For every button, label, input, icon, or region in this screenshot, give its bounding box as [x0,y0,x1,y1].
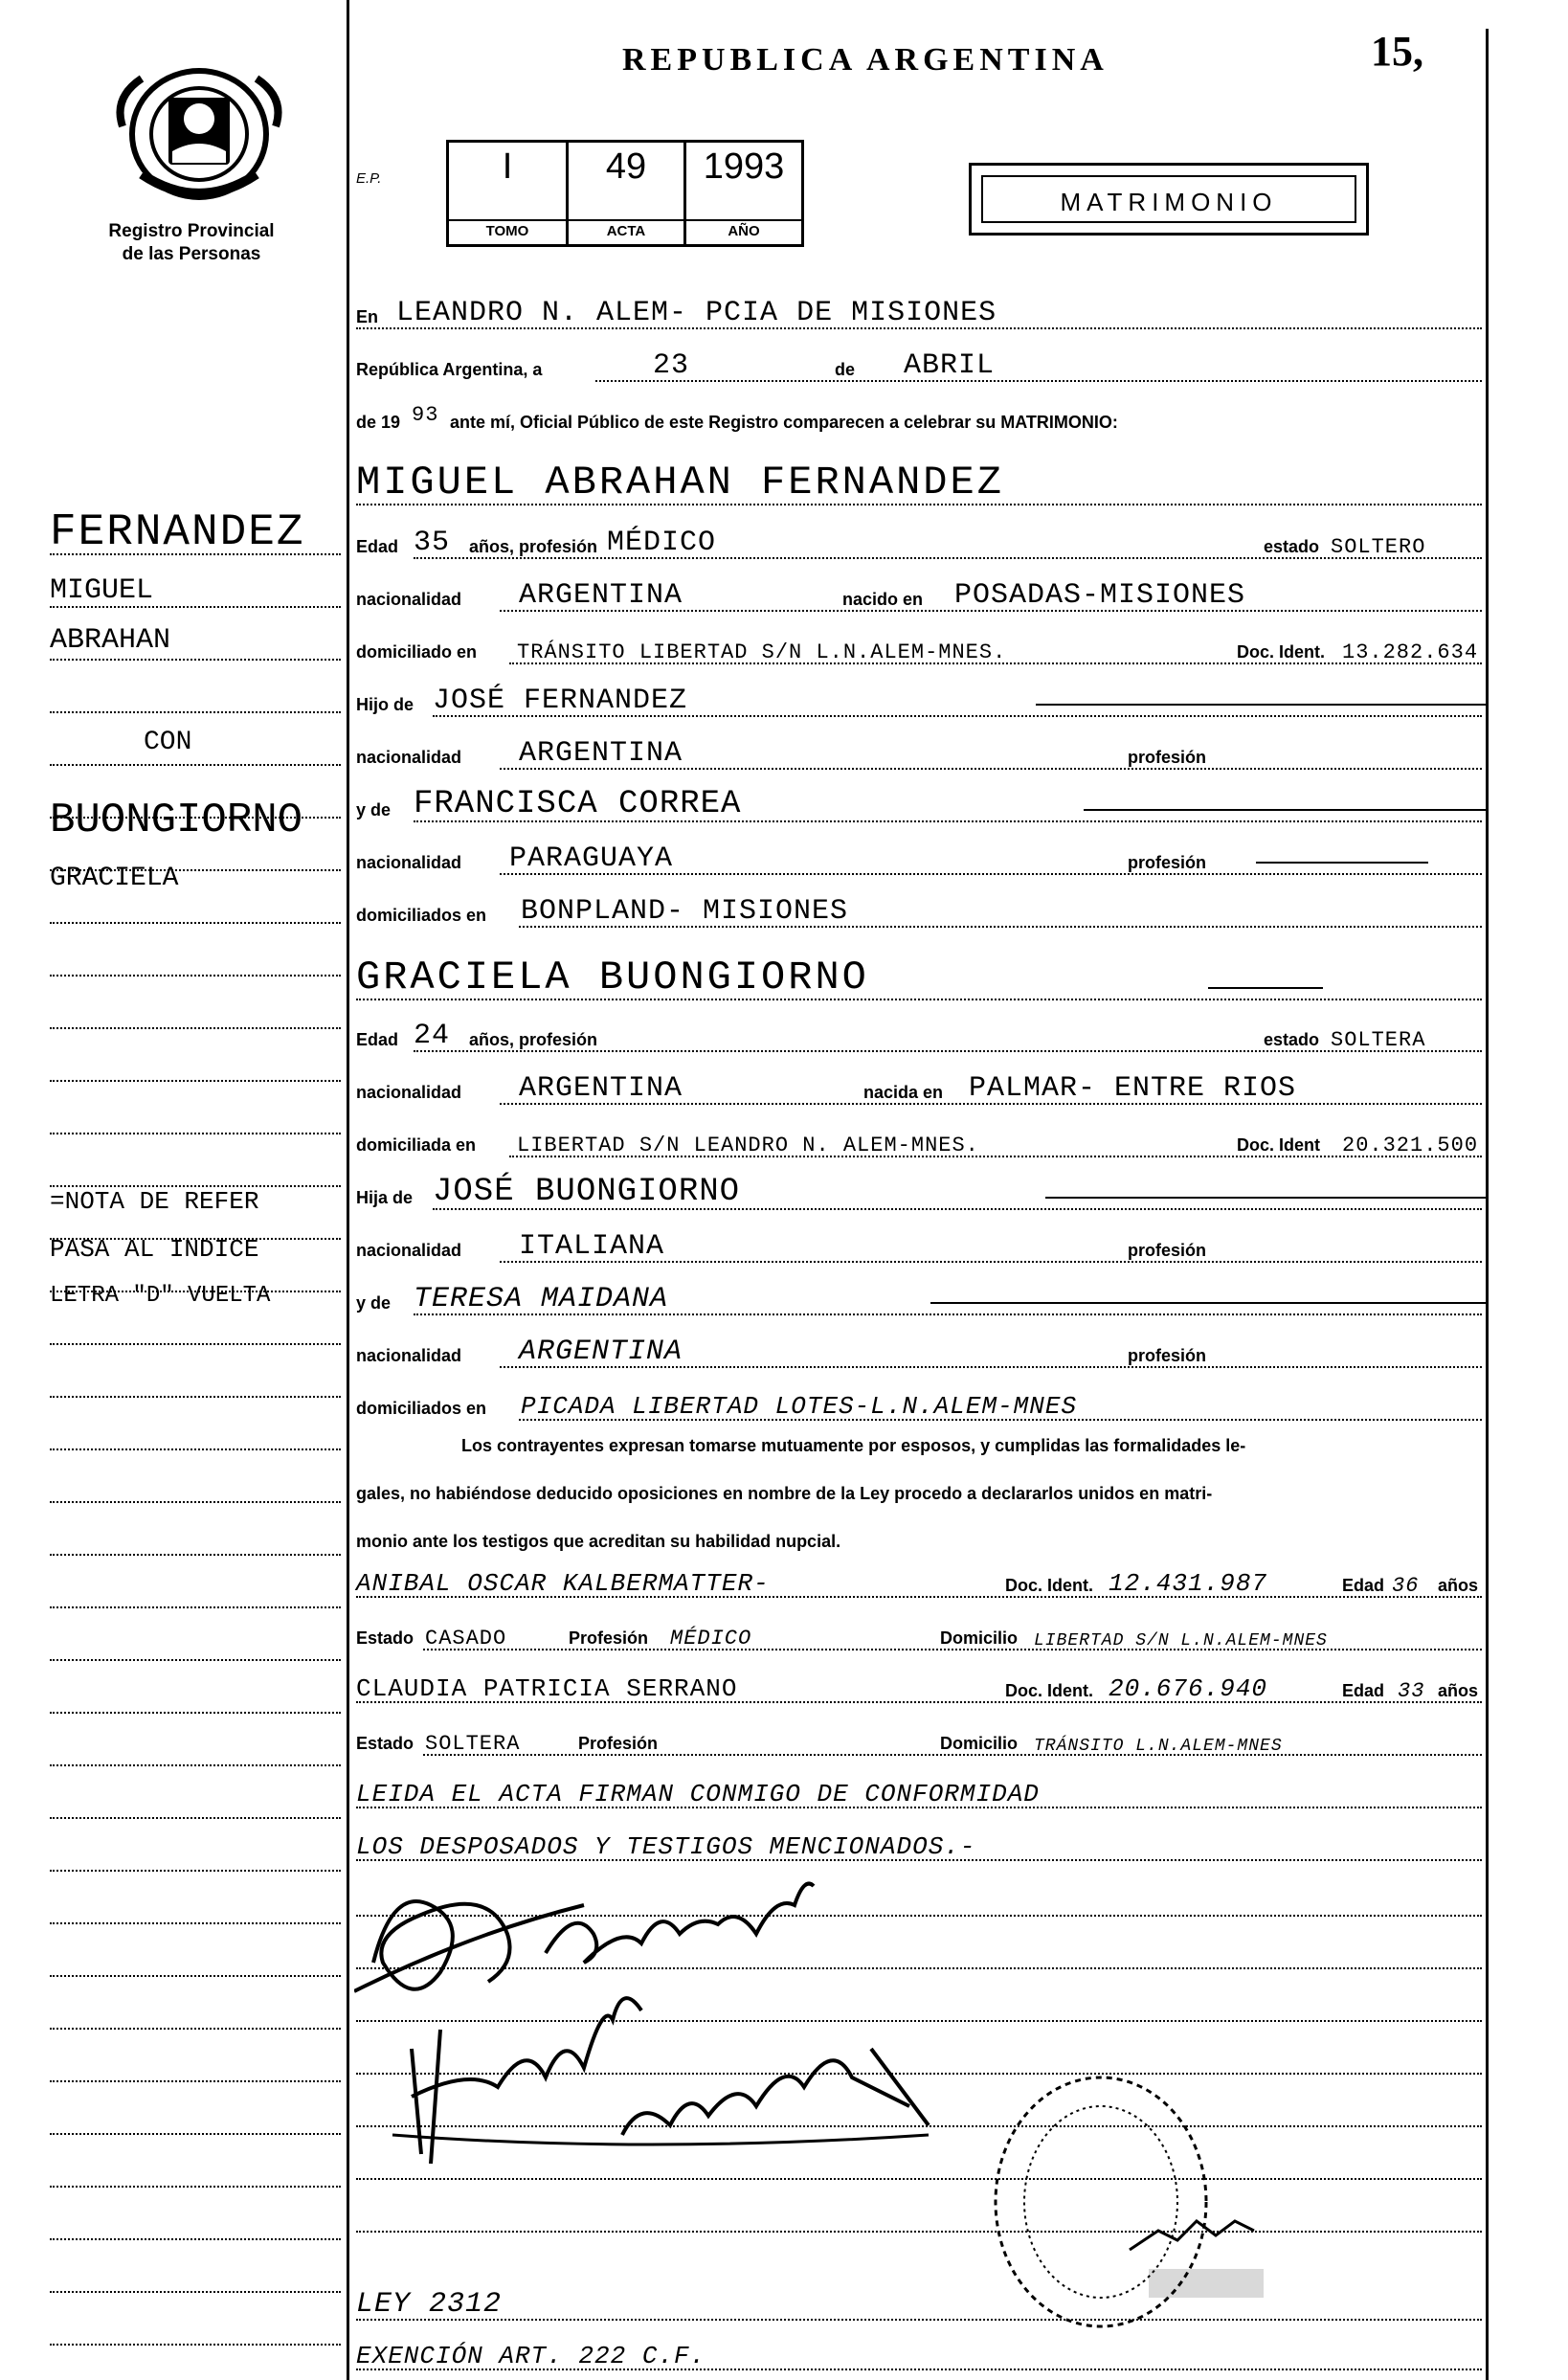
row-groom-father [356,675,1482,723]
bride-father-nationality: ITALIANA [519,1230,665,1263]
row-place [356,287,1482,335]
margin-rule-line [50,659,341,661]
left-margin-rule [347,0,349,2380]
label-yde: y de [356,800,392,820]
label-year: de 19 [356,413,401,432]
margin-rule-line [50,1133,341,1134]
month-value: ABRIL [904,349,996,382]
label-republica: República Argentina, a [356,360,543,379]
margin-rule-line [50,1764,341,1766]
row-exemption [356,2328,1482,2376]
label-domiciliados: domiciliados en [356,906,487,925]
registry-name [38,220,345,266]
row-year [356,393,1482,440]
row-bride-nationality [356,1063,1482,1111]
row-bride-name [356,943,1482,1006]
label-domiciliados-bride: domiciliados en [356,1399,487,1418]
label-en: En [356,307,379,326]
witness2-name: CLAUDIA PATRICIA SERRANO [356,1674,738,1703]
witness1-doc: 12.431.987 [1109,1569,1268,1598]
groom-nationality: ARGENTINA [519,579,683,612]
closing-line2: LOS DESPOSADOS Y TESTIGOS MENCIONADOS.- [356,1832,976,1861]
margin-rule-line [50,1501,341,1503]
groom-status: SOLTERO [1331,535,1426,559]
row-groom-mother-nat [356,833,1482,881]
anio-label: AÑO [686,219,801,244]
year-value: 93 [412,403,439,427]
margin-surname2: BUONGIORNO [50,797,303,844]
margin-rule-line [50,2238,341,2240]
witness2-status: SOLTERA [425,1732,521,1756]
acta-label: ACTA [569,219,683,244]
margin-rule-line [50,2028,341,2030]
margin-rule-line [50,922,341,924]
row-groom-father-nat [356,728,1482,775]
registry-line2: de las Personas [122,244,261,264]
bride-nationality: ARGENTINA [519,1072,683,1105]
margin-rule-line [50,764,341,766]
day-value: 23 [653,349,690,382]
bride-doc: 20.321.500 [1342,1134,1479,1157]
label-nacionalidad: nacionalidad [356,590,462,609]
groom-mother-nationality: PARAGUAYA [509,842,674,875]
margin-note2: PASA AL INDICE [50,1235,259,1264]
row-witness1-details [356,1608,1482,1656]
bride-mother: TERESA MAIDANA [414,1283,669,1315]
label-prof-mother: profesión [1128,853,1207,872]
label-prof-mother-bride: profesión [1128,1346,1207,1365]
label-anos-profesion: años, profesión [469,537,598,556]
closing-line1: LEIDA EL ACTA FIRMAN CONMIGO DE CONFORMIDAD [356,1780,1040,1808]
bride-father: JOSÉ BUONGIORNO [433,1174,741,1210]
row-bride-age [356,1010,1482,1058]
label-anos-profesion-bride: años, profesión [469,1030,598,1049]
row-groom-mother [356,780,1482,828]
declaration-line3: monio ante los testigos que acreditan su habilidad nupcial. [356,1532,841,1551]
margin-rule-line [50,2291,341,2293]
bride-status: SOLTERA [1331,1028,1426,1052]
tomo-box [446,140,569,247]
row-groom-parents-address [356,886,1482,933]
row-closing1 [356,1766,1482,1814]
row-witness1-name [356,1556,1482,1604]
groom-mother: FRANCISCA CORREA [414,786,742,822]
bride-parents-address: PICADA LIBERTAD LOTES-L.N.ALEM-MNES [521,1392,1078,1421]
label-anos-w1: años [1438,1576,1479,1595]
bride-birthplace: PALMAR- ENTRE RIOS [969,1072,1297,1105]
declaration-line2: gales, no habiéndose deducido oposiciones en nombre de la Ley procedo a declararlos unidos en matri- [356,1484,1213,1503]
margin-rule-line [50,1554,341,1556]
margin-rule-line [50,2186,341,2188]
page-number: 15, [1371,28,1423,75]
label-estado-w1: Estado [356,1628,414,1648]
margin-rule-line [50,1922,341,1924]
row-bride-parents-address [356,1379,1482,1426]
row-bride-mother [356,1273,1482,1321]
groom-birthplace: POSADAS-MISIONES [954,579,1246,612]
acta-value: 49 [605,146,647,187]
witness2-address: TRÁNSITO L.N.ALEM-MNES [1034,1737,1283,1756]
witness2-age: 33 [1398,1679,1425,1703]
label-yde-bride: y de [356,1293,392,1313]
label-nac-mother: nacionalidad [356,853,462,872]
row-groom-name [356,450,1482,511]
label-prof-w2: Profesión [578,1734,659,1753]
label-estado-bride: estado [1264,1030,1320,1049]
margin-rule-line [50,1817,341,1819]
label-edad: Edad [356,537,399,556]
row-groom-nationality [356,570,1482,617]
witness2-doc: 20.676.940 [1109,1674,1268,1703]
exemption-text: EXENCIÓN ART. 222 C.F. [356,2342,706,2370]
margin-rule-line [50,1343,341,1345]
label-doc-bride: Doc. Ident [1237,1135,1321,1155]
tomo-label: TOMO [449,219,566,244]
margin-rule-line [50,2344,341,2346]
row-witness2-details [356,1714,1482,1762]
groom-father-nationality: ARGENTINA [519,737,683,770]
margin-given1a: MIGUEL [50,574,154,607]
witness1-age: 36 [1392,1574,1420,1598]
registry-line1: Registro Provincial [108,221,275,241]
margin-connector: CON [144,728,192,757]
label-prof-father: profesión [1128,748,1207,767]
label-estado: estado [1264,537,1320,556]
margin-surname1: FERNANDEZ [50,507,305,557]
margin-note1: =NOTA DE REFER [50,1187,259,1216]
bride-address: LIBERTAD S/N LEANDRO N. ALEM-MNES. [517,1134,979,1157]
row-bride-mother-nat [356,1326,1482,1374]
witness1-status: CASADO [425,1627,507,1650]
margin-note3: LETRA "D" VUELTA [50,1283,271,1309]
row-law [356,2279,1482,2326]
label-prof-father-bride: profesión [1128,1241,1207,1260]
margin-rule-line [50,1606,341,1608]
margin-rule-line [50,1396,341,1398]
margin-rule-line [50,1448,341,1450]
label-nacida: nacida en [863,1083,944,1102]
margin-rule-line [50,1027,341,1029]
label-domicilio-w2: Domicilio [940,1734,1019,1753]
groom-address: TRÁNSITO LIBERTAD S/N L.N.ALEM-MNES. [517,640,1007,664]
label-doc-w2: Doc. Ident. [1005,1681,1094,1700]
row-groom-address [356,622,1482,670]
margin-given2: GRACIELA [50,864,179,893]
groom-father: JOSÉ FERNANDEZ [433,685,688,717]
label-hijo: Hijo de [356,695,414,714]
acta-box [566,140,686,247]
row-bride-father [356,1168,1482,1216]
tomo-value: I [502,146,513,187]
bride-age: 24 [414,1020,451,1052]
margin-rule-line [50,2080,341,2082]
margin-rule-line [50,711,341,713]
intro-text: ante mí, Oficial Público de este Registro comparecen a celebrar su MATRIMONIO: [450,413,1118,432]
label-nacido: nacido en [842,590,924,609]
label-hija: Hija de [356,1188,414,1207]
row-bride-address [356,1115,1482,1163]
label-nac-mother-bride: nacionalidad [356,1346,462,1365]
body-rule-line [356,2231,1482,2233]
place-value: LEANDRO N. ALEM- PCIA DE MISIONES [396,297,997,329]
witness1-address: LIBERTAD S/N L.N.ALEM-MNES [1034,1631,1328,1650]
label-doc-w1: Doc. Ident. [1005,1576,1094,1595]
margin-rule-line [50,2133,341,2135]
margin-rule-line [50,975,341,977]
bride-mother-nationality: ARGENTINA [519,1336,683,1368]
label-edad-w2: Edad [1342,1681,1385,1700]
row-witness2-name [356,1661,1482,1709]
groom-age: 35 [414,527,451,559]
label-domiciliada: domiciliada en [356,1135,477,1155]
provincial-seal-icon [113,59,285,203]
country-title: REPUBLICA ARGENTINA [622,42,1109,78]
anio-value: 1993 [703,146,785,187]
body-rule-line [356,2178,1482,2180]
label-nac-father: nacionalidad [356,748,462,767]
witness1-name: ANIBAL OSCAR KALBERMATTER- [356,1569,770,1598]
margin-given1b: ABRAHAN [50,624,171,657]
label-estado-w2: Estado [356,1734,414,1753]
margin-rule-line [50,1712,341,1714]
margin-rule-line [50,1080,341,1082]
witness1-profession: MÉDICO [670,1627,752,1650]
anio-box [683,140,804,247]
ep-mark: E.P. [356,170,382,187]
label-de: de [835,360,856,379]
label-anos-w2: años [1438,1681,1479,1700]
bride-name: GRACIELA BUONGIORNO [356,954,869,1000]
label-doc: Doc. Ident. [1237,642,1326,662]
margin-rule-line [50,1659,341,1661]
row-date [356,340,1482,388]
label-prof-w1: Profesión [569,1628,649,1648]
label-domicilio-w1: Domicilio [940,1628,1019,1648]
declaration-line1: Los contrayentes expresan tomarse mutuamente por esposos, y cumplidas las formalidades le- [461,1436,1246,1455]
groom-profession: MÉDICO [607,527,717,559]
margin-rule-line [50,1870,341,1872]
margin-rule-line [50,1975,341,1977]
label-nac-father-bride: nacionalidad [356,1241,462,1260]
row-groom-age [356,517,1482,565]
document-type: MATRIMONIO [981,175,1356,223]
groom-parents-address: BONPLAND- MISIONES [521,895,849,928]
groom-doc: 13.282.634 [1342,640,1479,664]
groom-name: MIGUEL ABRAHAN FERNANDEZ [356,460,1004,505]
law-text: LEY 2312 [356,2288,503,2321]
document-type-box [969,163,1369,236]
row-bride-father-nat [356,1221,1482,1269]
label-domiciliado: domiciliado en [356,642,478,662]
label-nacionalidad-bride: nacionalidad [356,1083,462,1102]
right-margin-rule [1486,29,1489,2380]
label-edad-w1: Edad [1342,1576,1385,1595]
label-edad-bride: Edad [356,1030,399,1049]
